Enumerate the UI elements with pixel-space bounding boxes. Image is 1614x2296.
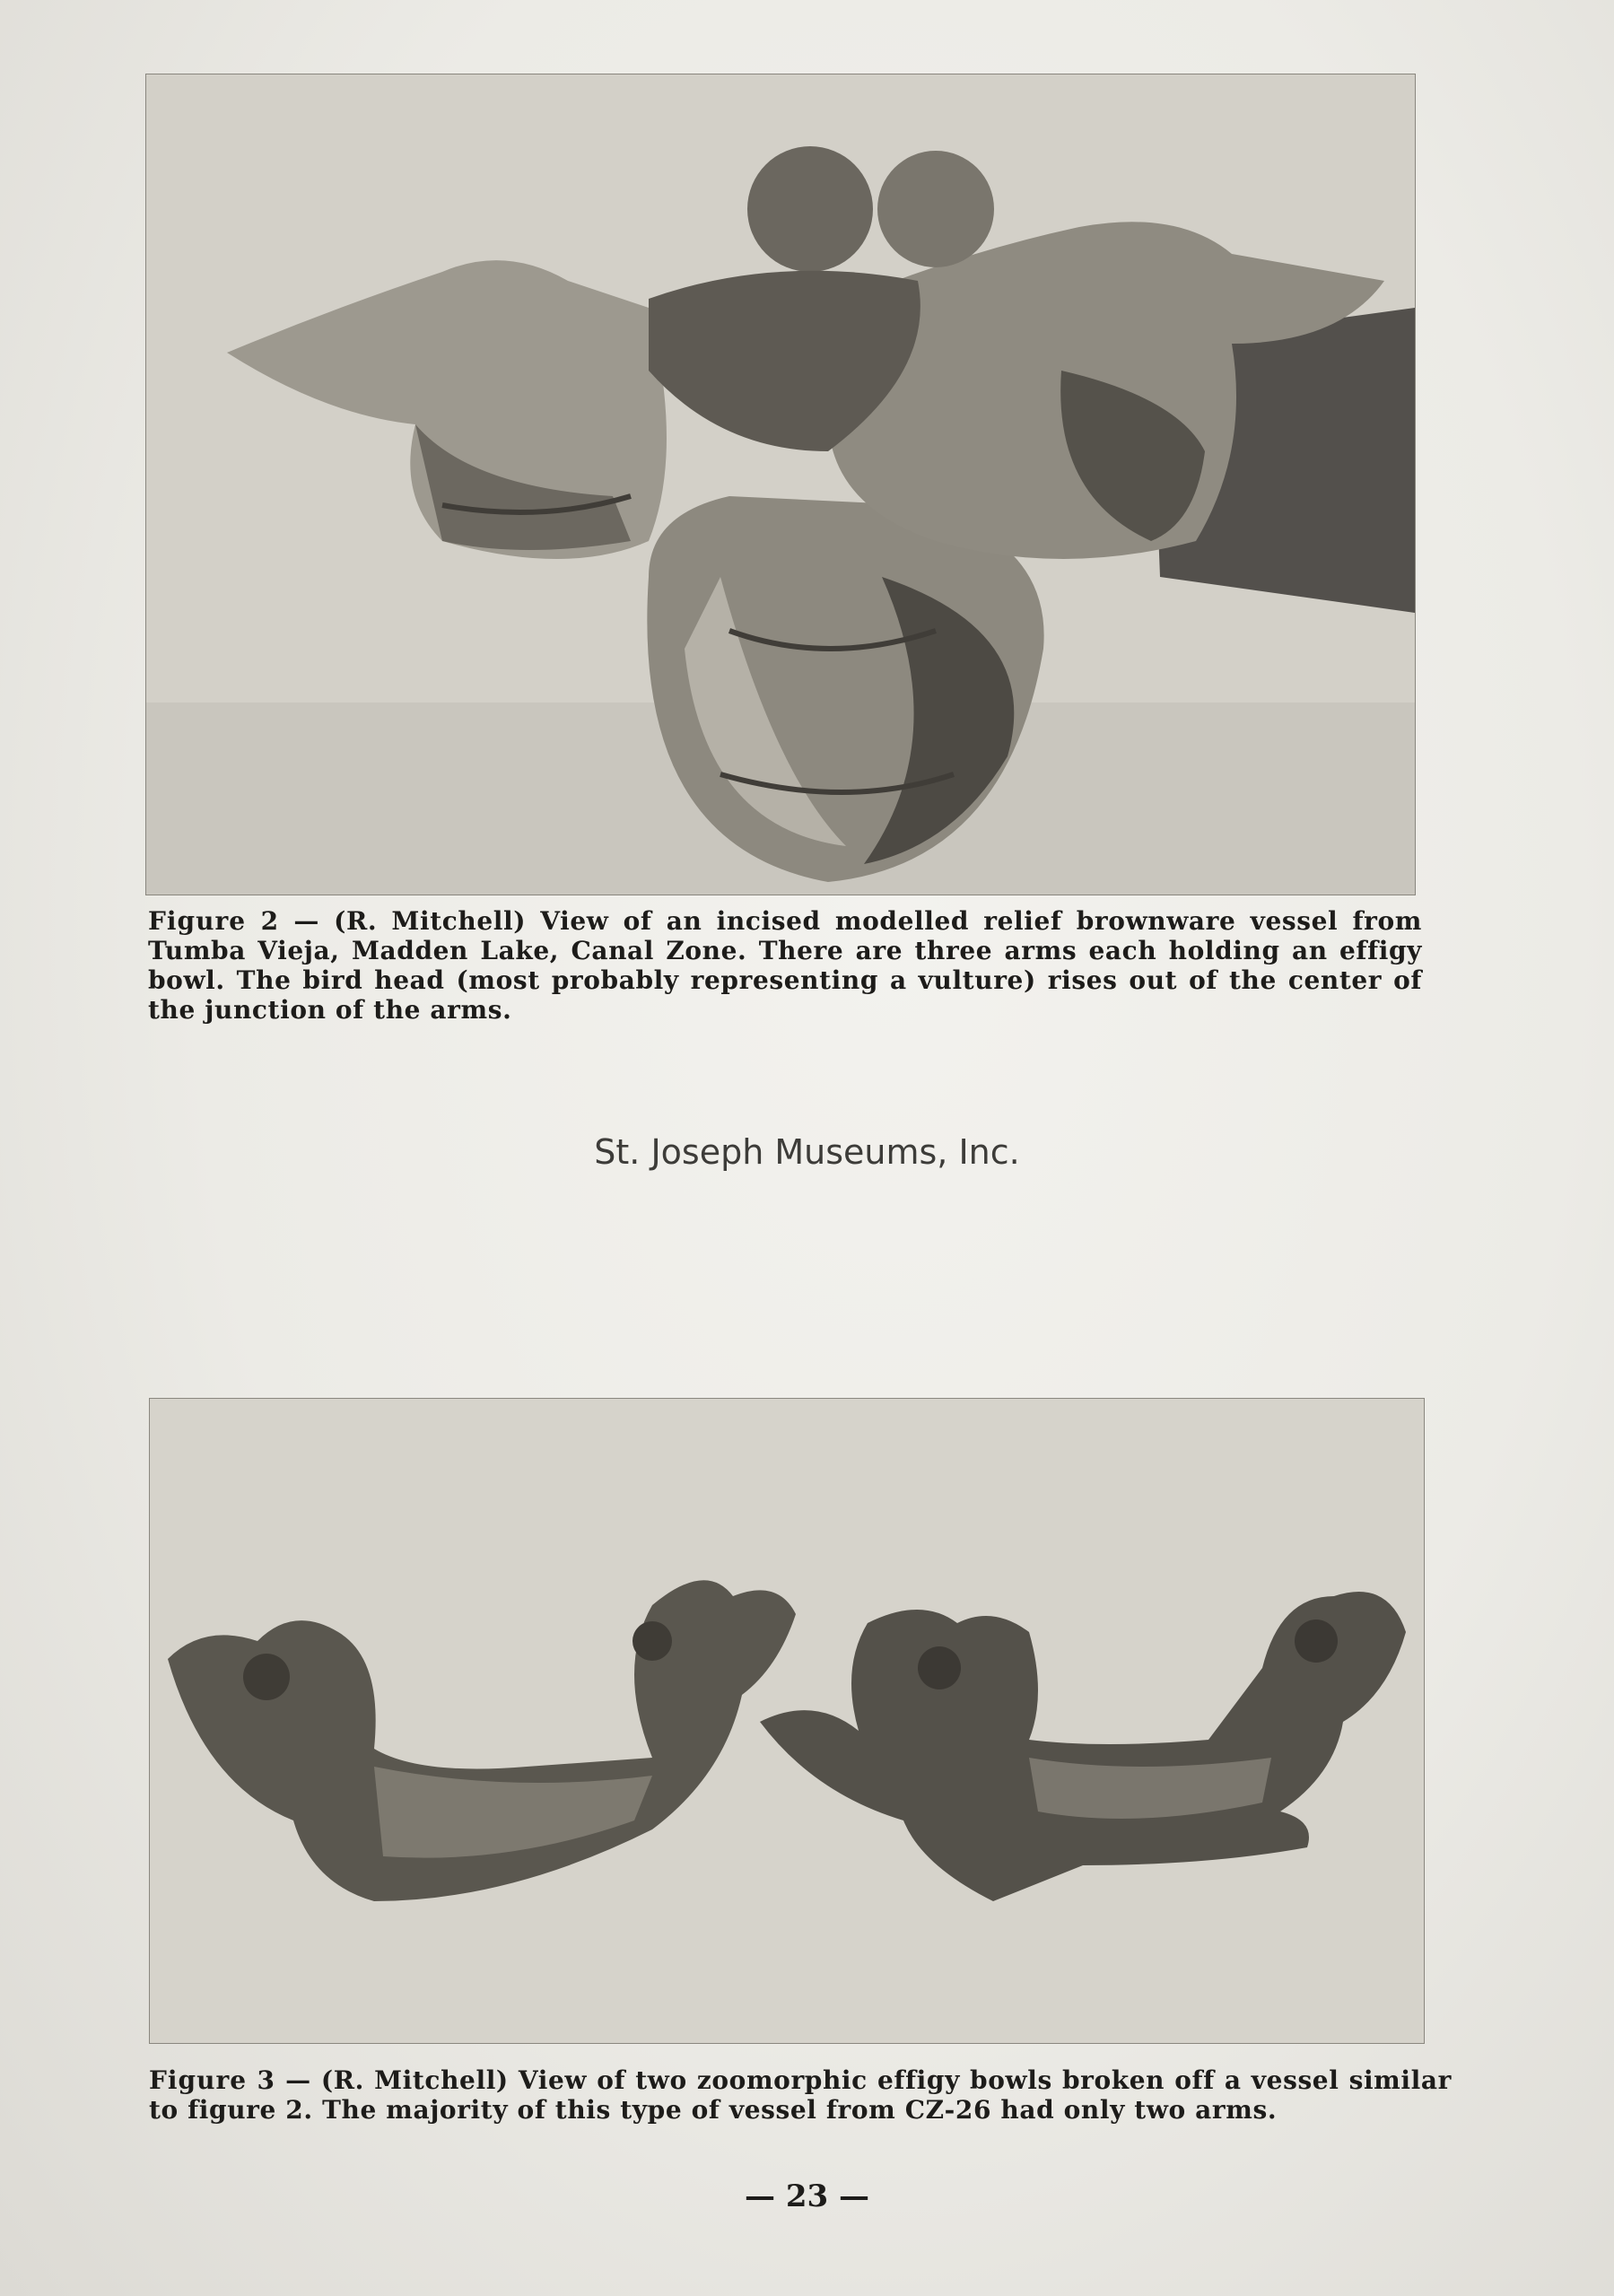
- figure-2-photo: [145, 74, 1416, 895]
- figure-3-label: Figure 3: [149, 2065, 276, 2095]
- figure-2-caption-text: — (R. Mitchell) View of an incised modelled relief brownware vessel from Tumba Vieja, Madden Lake, Canal Zone. There are three arms each holding an effigy bowl. The bird head (most probably representing a vulture) rises out of the center of the junction of the arms.: [148, 906, 1422, 1025]
- museum-watermark: St. Joseph Museums, Inc.: [594, 1132, 1020, 1172]
- figure-3-photo: [149, 1398, 1425, 2044]
- figure-2-vessel-illustration: [146, 74, 1415, 895]
- page-number: — 23 —: [745, 2178, 869, 2214]
- figure-3-caption: [149, 2065, 1452, 2125]
- figure-2-label: Figure 2: [148, 906, 280, 936]
- figure-3-bowls-illustration: [150, 1399, 1424, 2043]
- figure-2-caption: [148, 906, 1422, 1025]
- figure-3-caption-text: — (R. Mitchell) View of two zoomorphic effigy bowls broken off a vessel similar to figure 2. The majority of this type of vessel from CZ-26 had only two arms.: [149, 2065, 1452, 2125]
